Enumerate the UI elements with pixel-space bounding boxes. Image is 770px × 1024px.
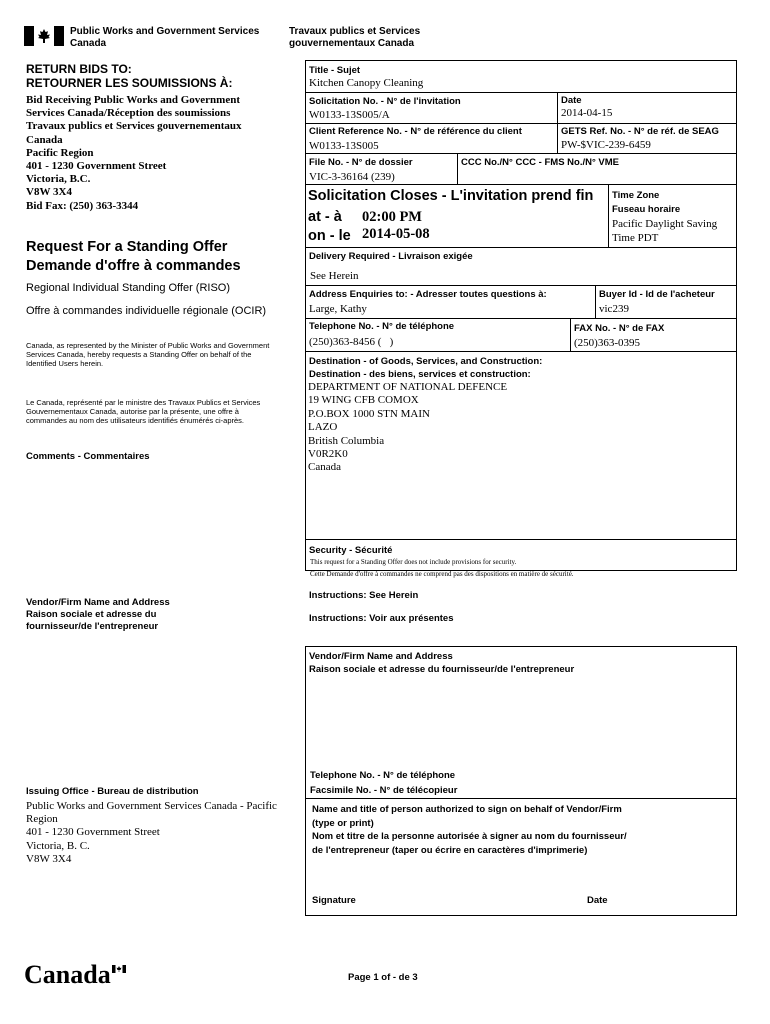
signature-date-label: Date bbox=[587, 895, 608, 906]
security-text-fr: Cette Demande d'offre à commandes ne comprend pas des dispositions en matière de sécurité. bbox=[310, 570, 574, 578]
request-paragraph-fr: Le Canada, représenté par le ministre des Travaux Publics et Services Gouvernementaux Canada, autorise par la présente, une offre à commandes au nom des utilisateurs identifiés énumérés ci-après. bbox=[26, 398, 261, 425]
gets-ref-label: GETS Ref. No. - N° de réf. de SEAG bbox=[561, 126, 719, 137]
vendor-left-label: Vendor/Firm Name and Address Raison sociale et adresse du fournisseur/de l'entrepreneur bbox=[26, 597, 170, 632]
canada-flag-icon bbox=[24, 26, 64, 46]
buyer-id-value: vic239 bbox=[599, 303, 629, 315]
solicitation-no-label: Solicitation No. - N° de l'invitation bbox=[309, 96, 461, 107]
vendor-facsimile-label: Facsimile No. - N° de télécopieur bbox=[310, 785, 458, 796]
signature-label: Signature bbox=[312, 895, 356, 906]
ocir-label: Offre à commandes individuelle régionale (OCIR) bbox=[26, 305, 267, 317]
instructions-fr: Instructions: Voir aux présentes bbox=[309, 613, 454, 624]
closing-date-value: 2014-05-08 bbox=[362, 226, 430, 242]
telephone-label: Telephone No. - N° de téléphone bbox=[309, 321, 455, 332]
issuing-office-address: Public Works and Government Services Canada - Pacific Region 401 - 1230 Government Street Victoria, B. C. V8W 3X4 bbox=[26, 800, 277, 865]
dept-name-en: Public Works and Government Services Canada bbox=[70, 26, 260, 49]
client-ref-label: Client Reference No. - N° de référence du client bbox=[309, 126, 522, 137]
delivery-label: Delivery Required - Livraison exigée bbox=[309, 251, 473, 262]
delivery-value: See Herein bbox=[310, 270, 359, 282]
title-label: Title - Sujet bbox=[309, 65, 361, 76]
at-label: at - à bbox=[308, 209, 342, 225]
vendor-box-label: Vendor/Firm Name and Address Raison sociale et adresse du fournisseur/de l'entrepreneur bbox=[309, 651, 575, 675]
gets-ref-value: PW-$VIC-239-6459 bbox=[561, 139, 651, 151]
file-no-value: VIC-3-36164 (239) bbox=[309, 171, 395, 183]
closes-label: Solicitation Closes - L'invitation prend fin bbox=[308, 188, 594, 204]
issuing-office-label: Issuing Office - Bureau de distribution bbox=[26, 786, 199, 797]
authorized-person-label: Name and title of person authorized to sign on behalf of Vendor/Firm (type or print) Nom et titre de la personne autorisée à signer au nom du fournisseur/ de l'entrepreneur (taper ou écrire en caractères d'imprimerie) bbox=[312, 804, 627, 856]
comments-label: Comments - Commentaires bbox=[26, 451, 150, 462]
return-bids-address: Bid Receiving Public Works and Government Services Canada/Réception des soumissions Travaux publics et Services gouvernementaux Canada Pacific Region 401 - 1230 Government Street Victoria, B.C. V8W 3X4 Bid Fax: (250) 363-3344 bbox=[26, 94, 242, 212]
vendor-telephone-label: Telephone No. - N° de téléphone bbox=[310, 770, 456, 781]
address-enquiries-value: Large, Kathy bbox=[309, 303, 367, 315]
dept-name-fr: Travaux publics et Services gouvernementaux Canada bbox=[289, 26, 421, 49]
client-ref-value: W0133-13S005 bbox=[309, 140, 379, 152]
time-zone-label: Time Zone Fuseau horaire bbox=[612, 190, 681, 215]
request-title: Request For a Standing Offer Demande d'offre à commandes bbox=[26, 239, 241, 274]
destination-label: Destination - of Goods, Services, and Construction: Destination - des biens, services et construction: bbox=[309, 356, 543, 380]
buyer-id-label: Buyer Id - Id de l'acheteur bbox=[599, 289, 715, 300]
request-paragraph-en: Canada, as represented by the Minister of Public Works and Government Services Canada, hereby requests a Standing Offer on behalf of the Identified Users herein. bbox=[26, 341, 270, 368]
fax-label: FAX No. - N° de FAX bbox=[574, 323, 665, 334]
telephone-value: (250)363-8456 ( ) bbox=[309, 336, 394, 348]
fax-value: (250)363-0395 bbox=[574, 337, 640, 349]
destination-value: DEPARTMENT OF NATIONAL DEFENCE 19 WING CFB COMOX P.O.BOX 1000 STN MAIN LAZO British Columbia V0R2K0 Canada bbox=[308, 381, 508, 474]
file-no-label: File No. - N° de dossier bbox=[309, 157, 413, 168]
address-enquiries-label: Address Enquiries to: - Adresser toutes questions à: bbox=[309, 289, 547, 300]
wordmark-flag-icon bbox=[112, 960, 126, 968]
security-label: Security - Sécurité bbox=[309, 545, 393, 556]
date-value: 2014-04-15 bbox=[561, 107, 613, 119]
canada-wordmark: Canada bbox=[24, 960, 111, 989]
solicitation-no-value: W0133-13S005/A bbox=[309, 109, 390, 121]
date-label: Date bbox=[561, 95, 582, 106]
return-bids-heading: RETURN BIDS TO: RETOURNER LES SOUMISSIONS À: bbox=[26, 62, 233, 90]
time-zone-value: Pacific Daylight Saving Time PDT bbox=[612, 218, 718, 244]
closing-time-value: 02:00 PM bbox=[362, 209, 422, 225]
page-number: Page 1 of - de 3 bbox=[348, 972, 418, 983]
riso-label: Regional Individual Standing Offer (RISO) bbox=[26, 282, 231, 294]
title-value: Kitchen Canopy Cleaning bbox=[309, 77, 424, 89]
on-label: on - le bbox=[308, 228, 351, 244]
instructions-en: Instructions: See Herein bbox=[309, 590, 419, 601]
security-text-en: This request for a Standing Offer does not include provisions for security. bbox=[310, 558, 517, 566]
ccc-no-label: CCC No./N° CCC - FMS No./N° VME bbox=[461, 157, 620, 168]
